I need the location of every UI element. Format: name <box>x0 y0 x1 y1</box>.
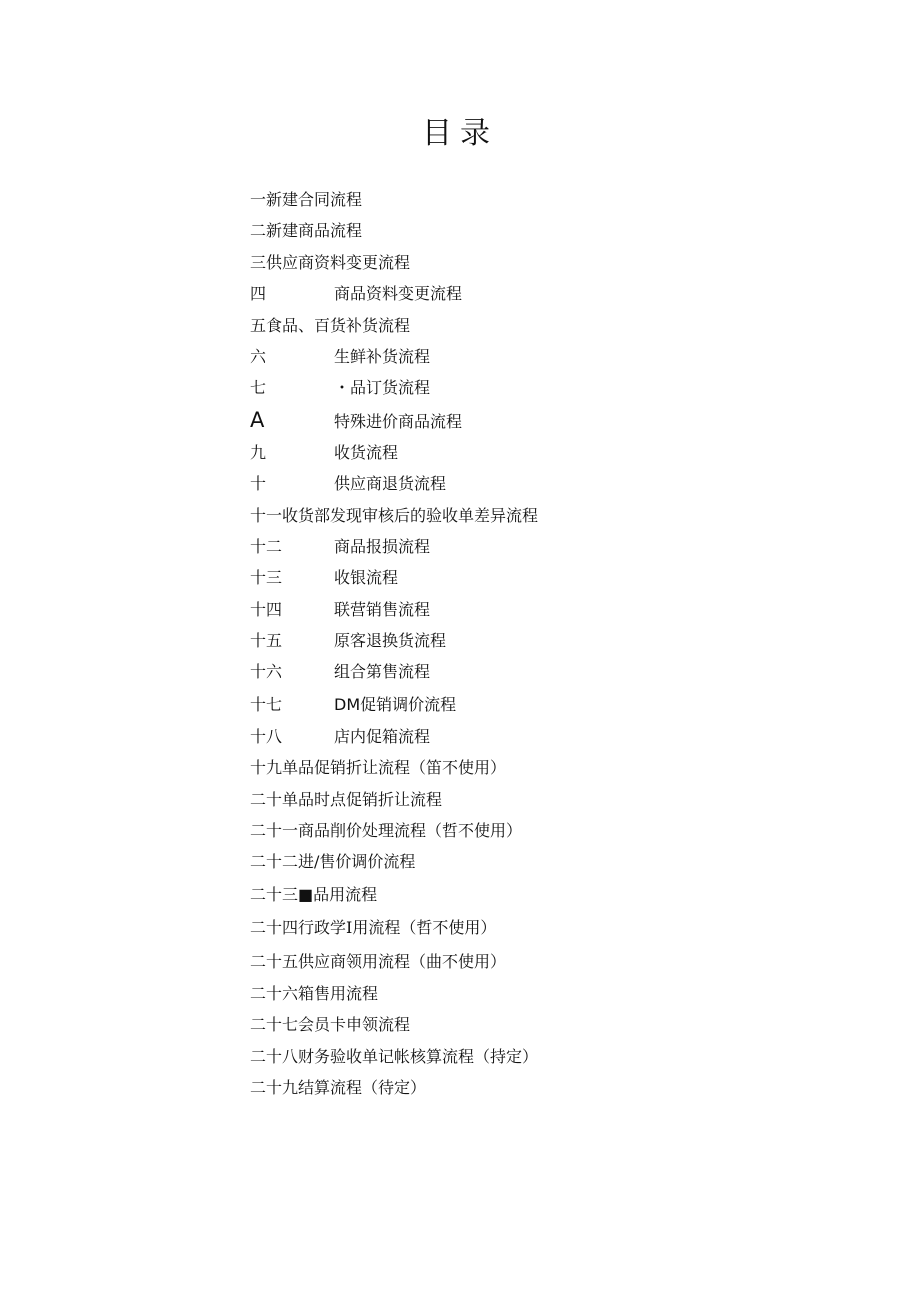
toc-entry <box>250 911 770 945</box>
toc-entry <box>250 1009 770 1040</box>
toc-entry <box>250 184 770 215</box>
toc-entry-text: 十一收货部发现审核后的验收单差异流程 <box>250 505 539 525</box>
toc-entry-text: 二十单品时点促销折让流程 <box>250 789 443 809</box>
toc-entry-text: 生鲜补货流程 <box>334 346 431 366</box>
toc-entry <box>250 721 770 752</box>
toc-entry-number: 十七 <box>250 694 283 714</box>
toc-entry-text: 组合第售流程 <box>334 662 431 682</box>
toc-entry <box>250 562 770 593</box>
toc-entry-number: A <box>250 407 265 432</box>
table-of-contents <box>250 184 770 1103</box>
toc-entry-number: 七 <box>250 378 267 398</box>
toc-entry <box>250 1041 770 1072</box>
toc-entry-number: 四 <box>250 284 267 304</box>
toc-entry-text: 商品报损流程 <box>334 536 431 556</box>
toc-entry-text: 二十六箱售用流程 <box>250 983 379 1003</box>
toc-entry-number: 九 <box>250 442 267 462</box>
toc-entry <box>250 1072 770 1103</box>
toc-entry-number: 十六 <box>250 662 283 682</box>
toc-entry-text: ・品订货流程 <box>334 378 431 398</box>
toc-entry-text: 二十九结算流程（待定） <box>250 1077 427 1097</box>
toc-entry-text: 原客退换货流程 <box>334 631 447 651</box>
toc-entry-text: 五食品、百货补货流程 <box>250 315 411 335</box>
toc-entry-number: 十五 <box>250 631 283 651</box>
toc-entry-text: DM促销调价流程 <box>334 694 457 714</box>
toc-entry-text: 二十七会员卡申领流程 <box>250 1015 411 1035</box>
toc-entry-text: 特殊进价商品流程 <box>334 411 463 431</box>
toc-entry <box>250 341 770 372</box>
toc-entry <box>250 945 770 978</box>
toc-entry-text: 收银流程 <box>334 568 399 588</box>
toc-entry-text: 十九单品促销折让流程（笛不使用） <box>250 758 507 778</box>
toc-entry <box>250 846 770 877</box>
toc-entry <box>250 594 770 625</box>
toc-entry-text: 二十一商品削价处理流程（哲不使用） <box>250 821 523 841</box>
toc-entry <box>250 437 770 468</box>
toc-entry <box>250 878 770 911</box>
page-title: 目录 <box>422 116 498 151</box>
toc-entry <box>250 531 770 562</box>
toc-entry-text: 二十二进/售价调价流程 <box>250 852 416 872</box>
toc-entry <box>250 656 770 687</box>
toc-entry <box>250 247 770 278</box>
toc-entry <box>250 625 770 656</box>
toc-entry-text: 三供应商资料变更流程 <box>250 252 411 272</box>
toc-entry-text: 二十三■品用流程 <box>250 884 378 904</box>
toc-entry <box>250 752 770 783</box>
toc-entry-text: 店内促箱流程 <box>334 726 431 746</box>
toc-entry <box>250 500 770 531</box>
toc-entry <box>250 404 770 437</box>
toc-entry <box>250 784 770 815</box>
toc-entry-number: 十二 <box>250 536 283 556</box>
toc-entry <box>250 372 770 403</box>
toc-entry <box>250 310 770 341</box>
toc-entry-text: 供应商退货流程 <box>334 474 447 494</box>
toc-entry-text: 商品资料变更流程 <box>334 284 463 304</box>
toc-entry-text: 二十八财务验收单记帐核算流程（持定） <box>250 1046 539 1066</box>
toc-entry <box>250 978 770 1009</box>
toc-entry-number: 十 <box>250 474 267 494</box>
toc-entry <box>250 278 770 309</box>
toc-entry-number: 十四 <box>250 599 283 619</box>
toc-entry-text: 一新建合同流程 <box>250 190 363 209</box>
toc-entry-text: 联营销售流程 <box>334 599 431 619</box>
toc-entry <box>250 215 770 246</box>
toc-entry-text: 二十五供应商领用流程（曲不使用） <box>250 951 507 971</box>
toc-entry-number: 十三 <box>250 568 283 588</box>
toc-entry-text: 收货流程 <box>334 442 399 462</box>
toc-entry-text: 二十四行政学I用流程（哲不使用） <box>250 917 497 937</box>
toc-entry-number: 十八 <box>250 726 283 746</box>
toc-entry <box>250 815 770 846</box>
toc-entry-number: 六 <box>250 346 267 366</box>
toc-entry <box>250 688 770 721</box>
toc-entry-text: 二新建商品流程 <box>250 221 363 241</box>
toc-entry <box>250 468 770 499</box>
